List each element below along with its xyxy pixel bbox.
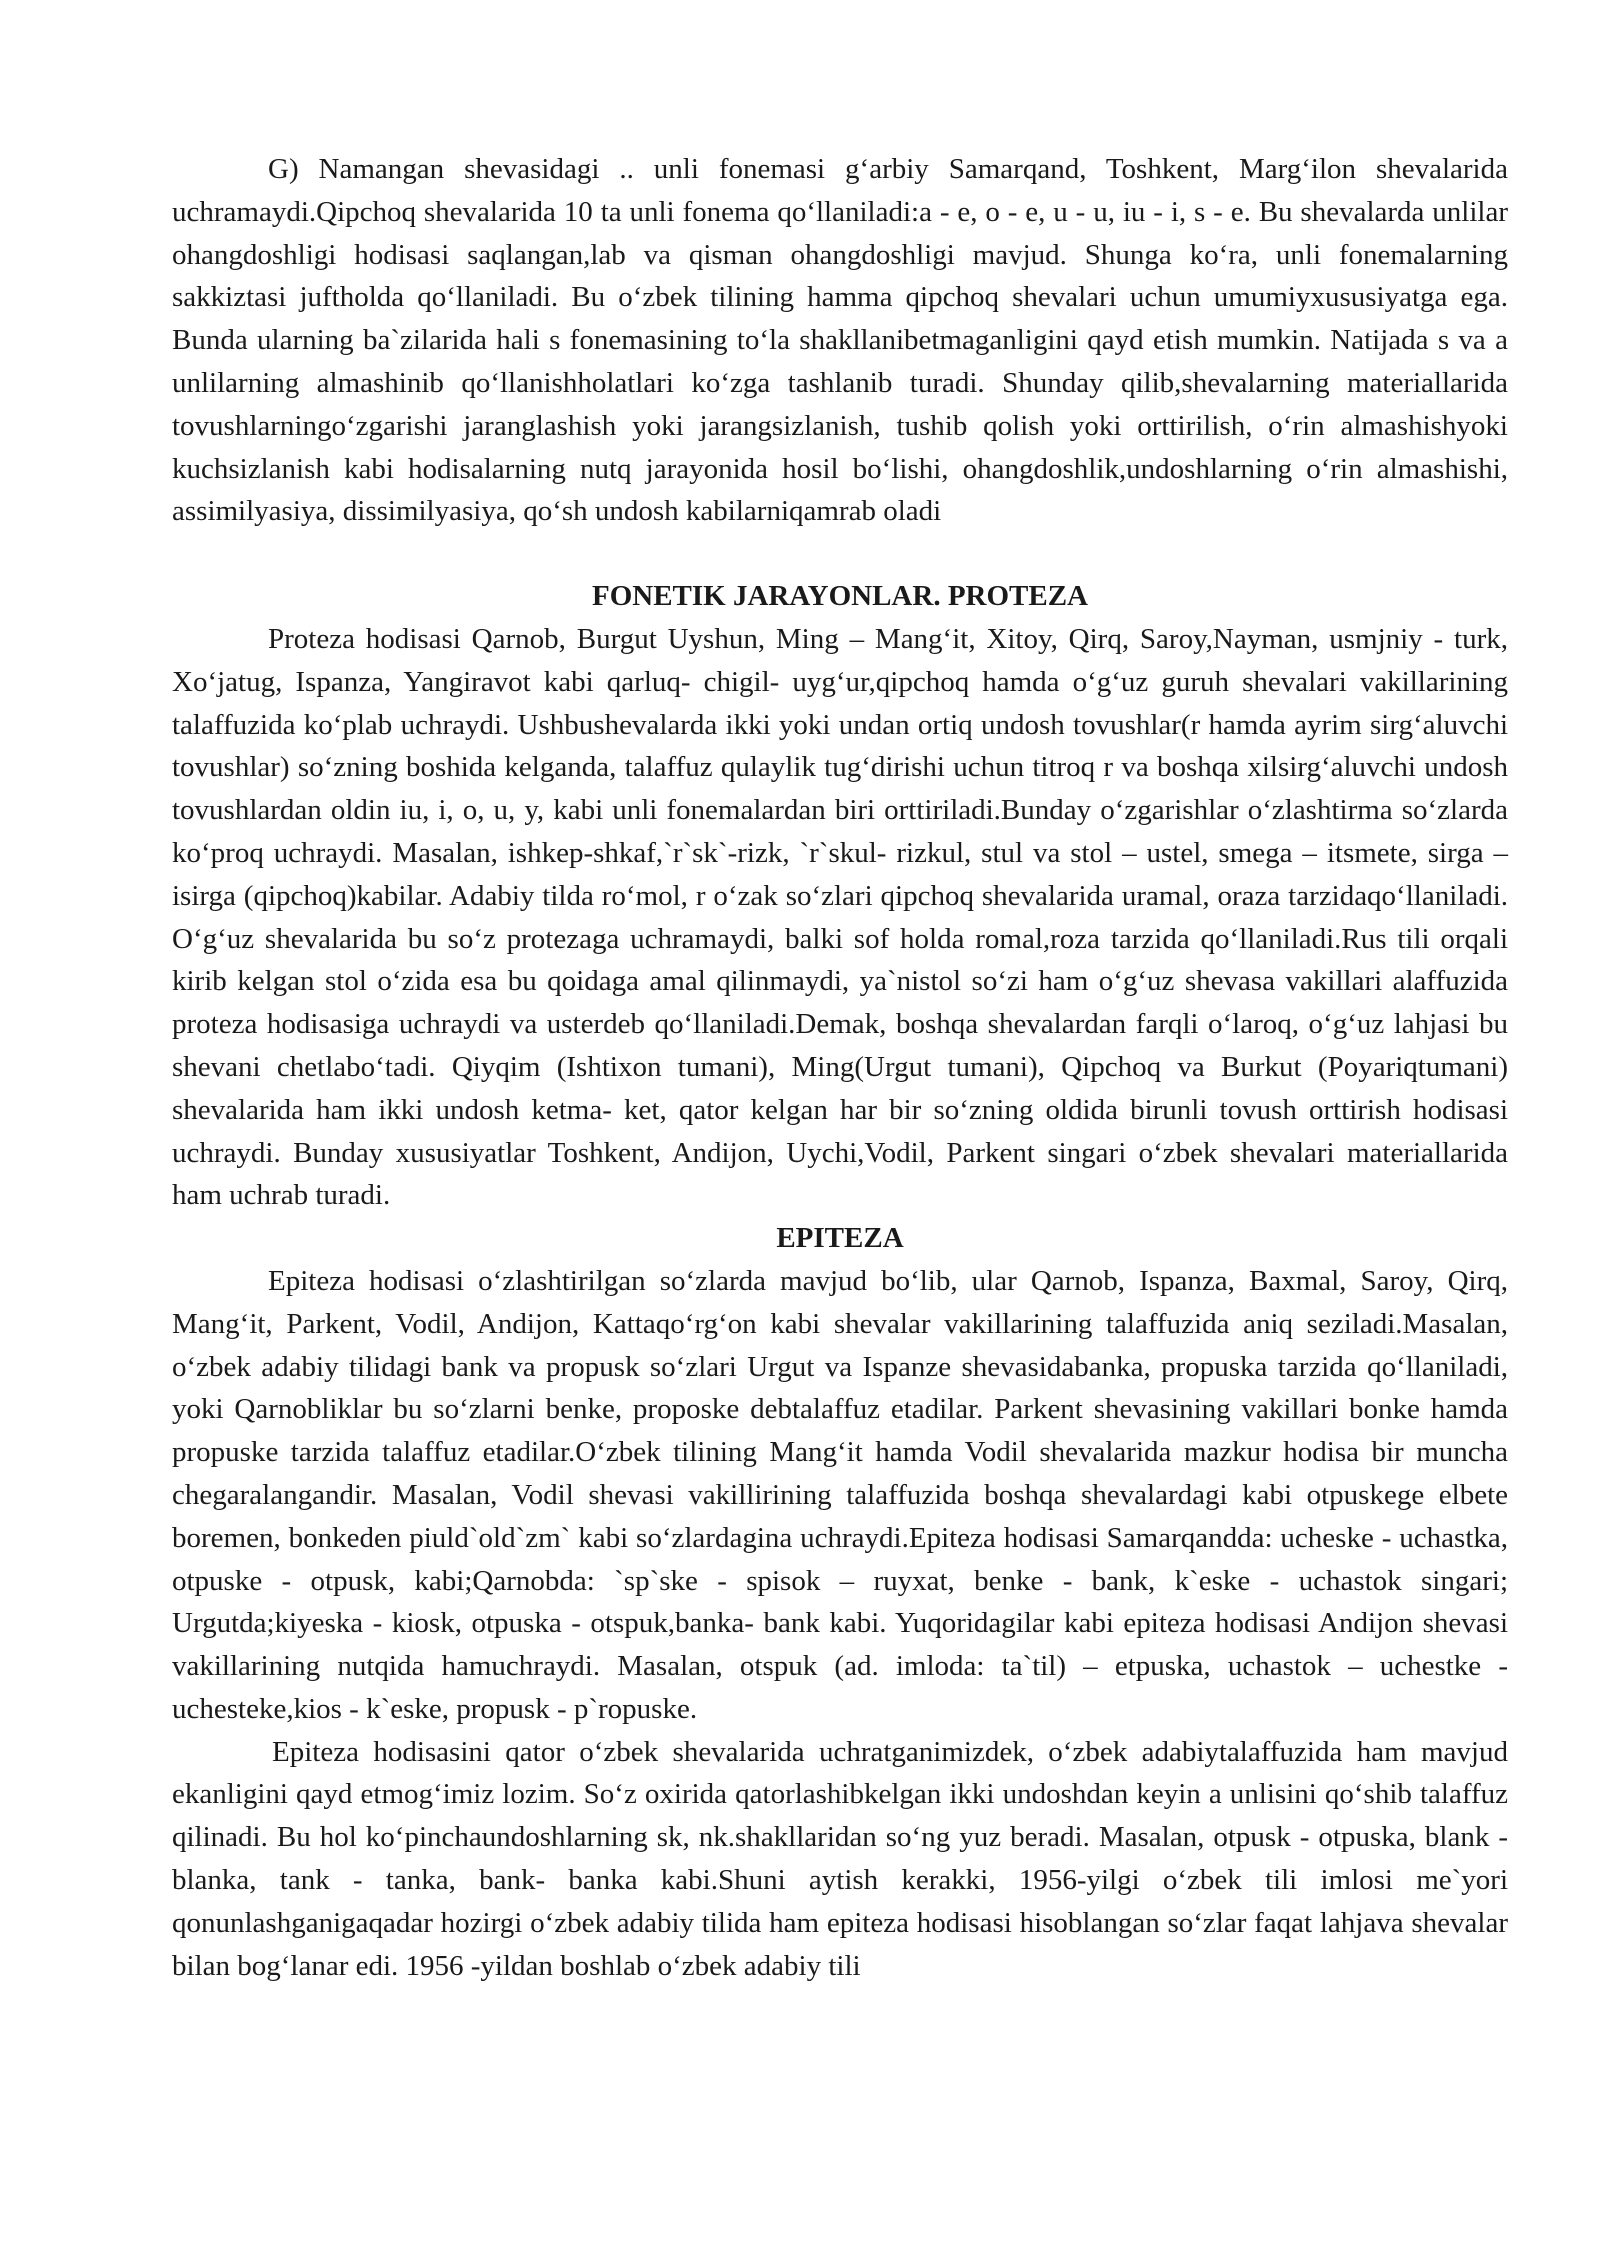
paragraph-epiteza-1: Epiteza hodisasi oʻzlashtirilgan soʻzlarda mavjud boʻlib, ular Qarnob, Ispanza, Baxmal, Saroy, Qirq, Mangʻit, Parkent, Vodil, Andijon, Kattaqoʻrgʻon kabi shevalar vakillarining talaffuzida aniq seziladi.Masalan, oʻzbek adabiy tilidagi bank va propusk soʻzlari Urgut va Ispanze shevasidabanka, propuska tarzida qoʻllaniladi, yoki Qarnobliklar bu soʻzlarni benke, proposke debtalaffuz etadilar. Parkent shevasining vakillari bonke hamda propuske tarzida talaffuz etadilar.Oʻzbek tilining Mangʻit hamda Vodil shevalarida mazkur hodisa bir muncha chegaralangandir. Masalan, Vodil shevasi vakillirining talaffuzida boshqa shevalardagi kabi otpuskege elbete boremen, bonkeden piuld`old`zm` kabi soʻzlardagina uchraydi.Epiteza hodisasi Samarqandda: ucheske - uchastka, otpuske - otpusk, kabi;Qarnobda: `sp`ske - spisok – ruyxat, benke - bank, k`eske - uchastok singari; Urgutda;kiyeska - kiosk, otpuska - otspuk,banka- bank kabi. Yuqoridagilar kabi epiteza hodisasi Andijon shevasi vakillarining nutqida hamuchraydi. Masalan, otspuk (ad. imloda: ta`til) – etpuska, uchastok – uchestke - uchesteke,kios - k`eske, propusk - p`ropuske. xyxy=(172,1264,1508,1725)
heading-proteza: FONETIK JARAYONLAR. PROTEZA xyxy=(591,580,1089,613)
paragraph-proteza: Proteza hodisasi Qarnob, Burgut Uyshun, Ming – Mangʻit, Xitoy, Qirq, Saroy,Nayman, usmjniy - turk, Xoʻjatug, Ispanza, Yangiravot kabi qarluq- chigil- uygʻur,qipchoq hamda oʻgʻuz guruh shevalari vakillarining talaffuzida koʻplab uchraydi. Ushbushevalarda ikki yoki undan ortiq undosh tovushlar(r hamda ayrim sirgʻaluvchi tovushlar) soʻzning boshida kelganda, talaffuz qulaylik tugʻdirishi uchun titroq r va boshqa xilsirgʻaluvchi undosh tovushlardan oldin iu, i, o, u, y, kabi unli fonemalardan biri orttiriladi.Bunday oʻzgarishlar oʻzlashtirma soʻzlarda koʻproq uchraydi. Masalan, ishkep-shkaf,`r`sk`-rizk, `r`skul- rizkul, stul va stol – ustel, smega – itsmete, sirga – isirga (qipchoq)kabilar. Adabiy tilda roʻmol, r oʻzak soʻzlari qipchoq shevalarida uramal, oraza tarzidaqoʻllaniladi. Oʻgʻuz shevalarida bu soʻz protezaga uchramaydi, balki sof holda romal,roza tarzida qoʻllaniladi.Rus tili orqali kirib kelgan stol oʻzida esa bu qoidaga amal qilinmaydi, ya`nistol soʻzi ham oʻgʻuz shevasa vakillari alaffuzida proteza hodisasiga uchraydi va usterdeb qoʻllaniladi.Demak, boshqa shevalardan farqli oʻlaroq, oʻgʻuz lahjasi bu shevani chetlaboʻtadi. Qiyqim (Ishtixon tumani), Ming(Urgut tumani), Qipchoq va Burkut (Poyariqtumani) shevalarida ham ikki undosh ketma- ket, qator kelgan har bir soʻzning oldida birunli tovush orttirish hodisasi uchraydi. Bunday xususiyatlar Toshkent, Andijon, Uychi,Vodil, Parkent singari oʻzbek shevalari materiallarida ham uchrab turadi. xyxy=(172,622,1508,1212)
document-body xyxy=(172,148,1508,1987)
paragraph-epiteza-2: Epiteza hodisasini qator oʻzbek shevalarida uchratganimizdek, oʻzbek adabiytalaffuzida ham mavjud ekanligini qayd etmogʻimiz lozim. Soʻz oxirida qatorlashibkelgan ikki undoshdan keyin a unlisini qoʻshib talaffuz qilinadi. Bu hol koʻpinchaundoshlarning sk, nk.shakllaridan soʻng yuz beradi. Masalan, otpusk - otpuska, blank -blanka, tank - tanka, bank- banka kabi.Shuni aytish kerakki, 1956-yilgi oʻzbek tili imlosi me`yori qonunlashganigaqadar hozirgi oʻzbek adabiy tilida ham epiteza hodisasi hisoblangan soʻzlar faqat lahjava shevalar bilan bogʻlanar edi. 1956 -yildan boshlab oʻzbek adabiy tili xyxy=(172,1735,1508,1982)
paragraph-intro: G) Namangan shevasidagi .. unli fonemasi gʻarbiy Samarqand, Toshkent, Margʻilon shevalarida uchramaydi.Qipchoq shevalarida 10 ta unli fonema qoʻllaniladi:a - e, o - e, u - u, iu - i, s - e. Bu shevalarda unlilar ohangdoshligi hodisasi saqlangan,lab va qisman ohangdoshligi mavjud. Shunga koʻra, unli fonemalarning sakkiztasi juftholda qoʻllaniladi. Bu oʻzbek tilining hamma qipchoq shevalari uchun umumiyxususiyatga ega. Bunda ularning ba`zilarida hali s fonemasining toʻla shakllanibetmaganligini qayd etish mumkin. Natijada s va a unlilarning almashinib qoʻllanishholatlari koʻzga tashlanib turadi. Shunday qilib,shevalarning materiallarida tovushlarningoʻzgarishi jaranglashish yoki jarangsizlanish, tushib qolish yoki orttirilish, oʻrin almashishyoki kuchsizlanish kabi hodisalarning nutq jarayonida hosil boʻlishi, ohangdoshlik,undoshlarning oʻrin almashishi, assimilyasiya, dissimilyasiya, qoʻsh undosh kabilarniqamrab oladi xyxy=(172,153,1508,528)
heading-epiteza: EPITEZA xyxy=(776,1222,904,1255)
